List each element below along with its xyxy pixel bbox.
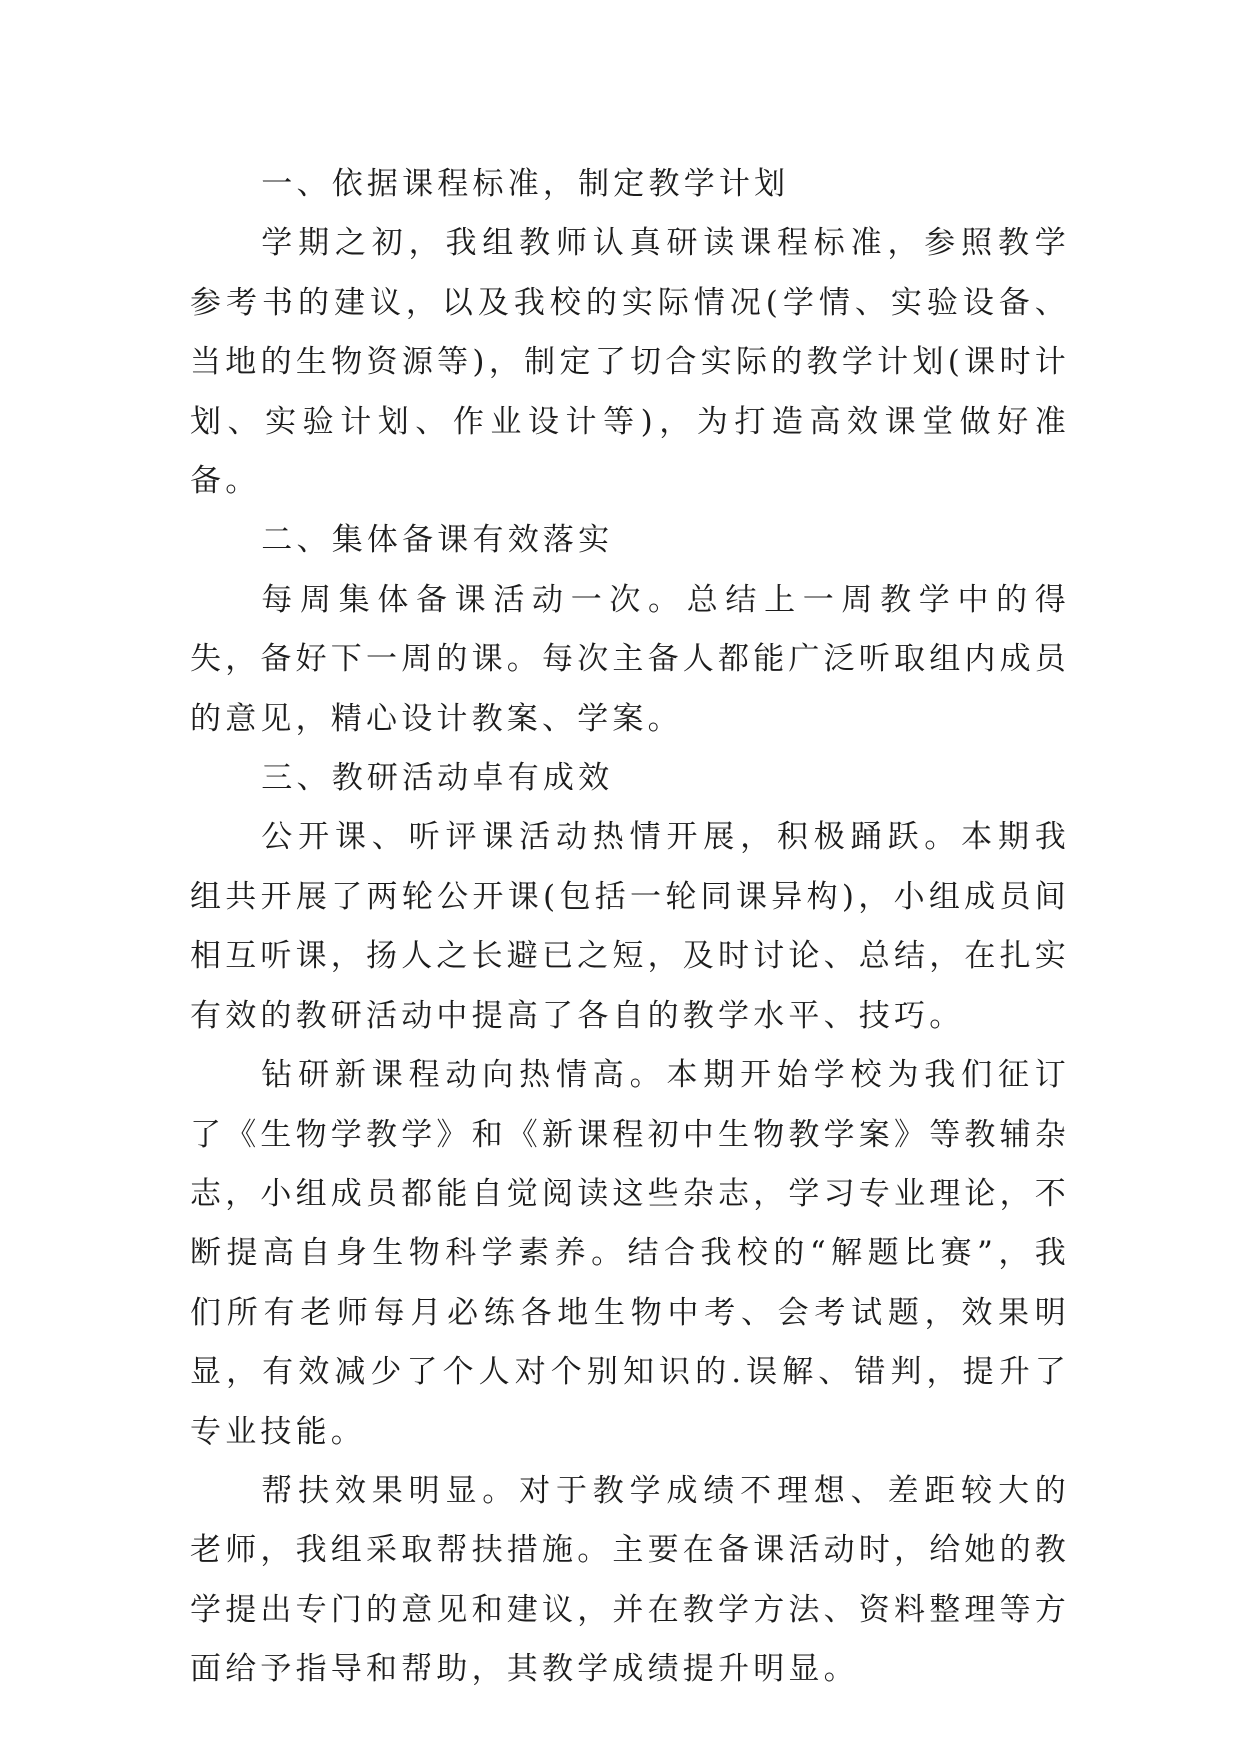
section-heading-1: 一、依据课程标准，制定教学计划 [261, 166, 790, 202]
paragraph-new-curriculum: 钻研新课程动向热情高。本期开始学校为我们征订了《生物学教学》和《新课程初中生物教学案》等教辅杂志，小组成员都能自觉阅读这些杂志，学习专业理论，不断提高自身生物科学素养。结合我校的“解题比赛”，我们所有老师每月必练各地生物中考、会考试题，效果明显，有效减少了个人对个别知识的.误解、错判，提升了专业技能。 [190, 1057, 1070, 1450]
section-heading-3: 三、教研活动卓有成效 [261, 760, 614, 797]
paragraph-teaching-plan: 学期之初，我组教师认真研读课程标准，参照教学参考书的建议，以及我校的实际情况(学情、实验设备、当地的生物资源等)，制定了切合实际的教学计划(课时计划、实验计划、作业设计等)，为打造高效课堂做好准备。 [190, 225, 1070, 500]
section-heading-2: 二、集体备课有效落实 [261, 522, 614, 559]
document-body [190, 155, 1070, 1700]
paragraph-assistance: 帮扶效果明显。对于教学成绩不理想、差距较大的老师，我组采取帮扶措施。主要在备课活动时，给她的教学提出专门的意见和建议，并在教学方法、资料整理等方面给予指导和帮助，其教学成绩提升明显。 [190, 1472, 1070, 1688]
paragraph-lesson-preparation: 每周集体备课活动一次。总结上一周教学中的得失，备好下一周的课。每次主备人都能广泛听取组内成员的意见，精心设计教案、学案。 [190, 581, 1070, 737]
paragraph-open-classes: 公开课、听评课活动热情开展，积极踊跃。本期我组共开展了两轮公开课(包括一轮同课异构)，小组成员间相互听课，扬人之长避已之短，及时讨论、总结，在扎实有效的教研活动中提高了各自的教学水平、技巧。 [190, 819, 1070, 1034]
